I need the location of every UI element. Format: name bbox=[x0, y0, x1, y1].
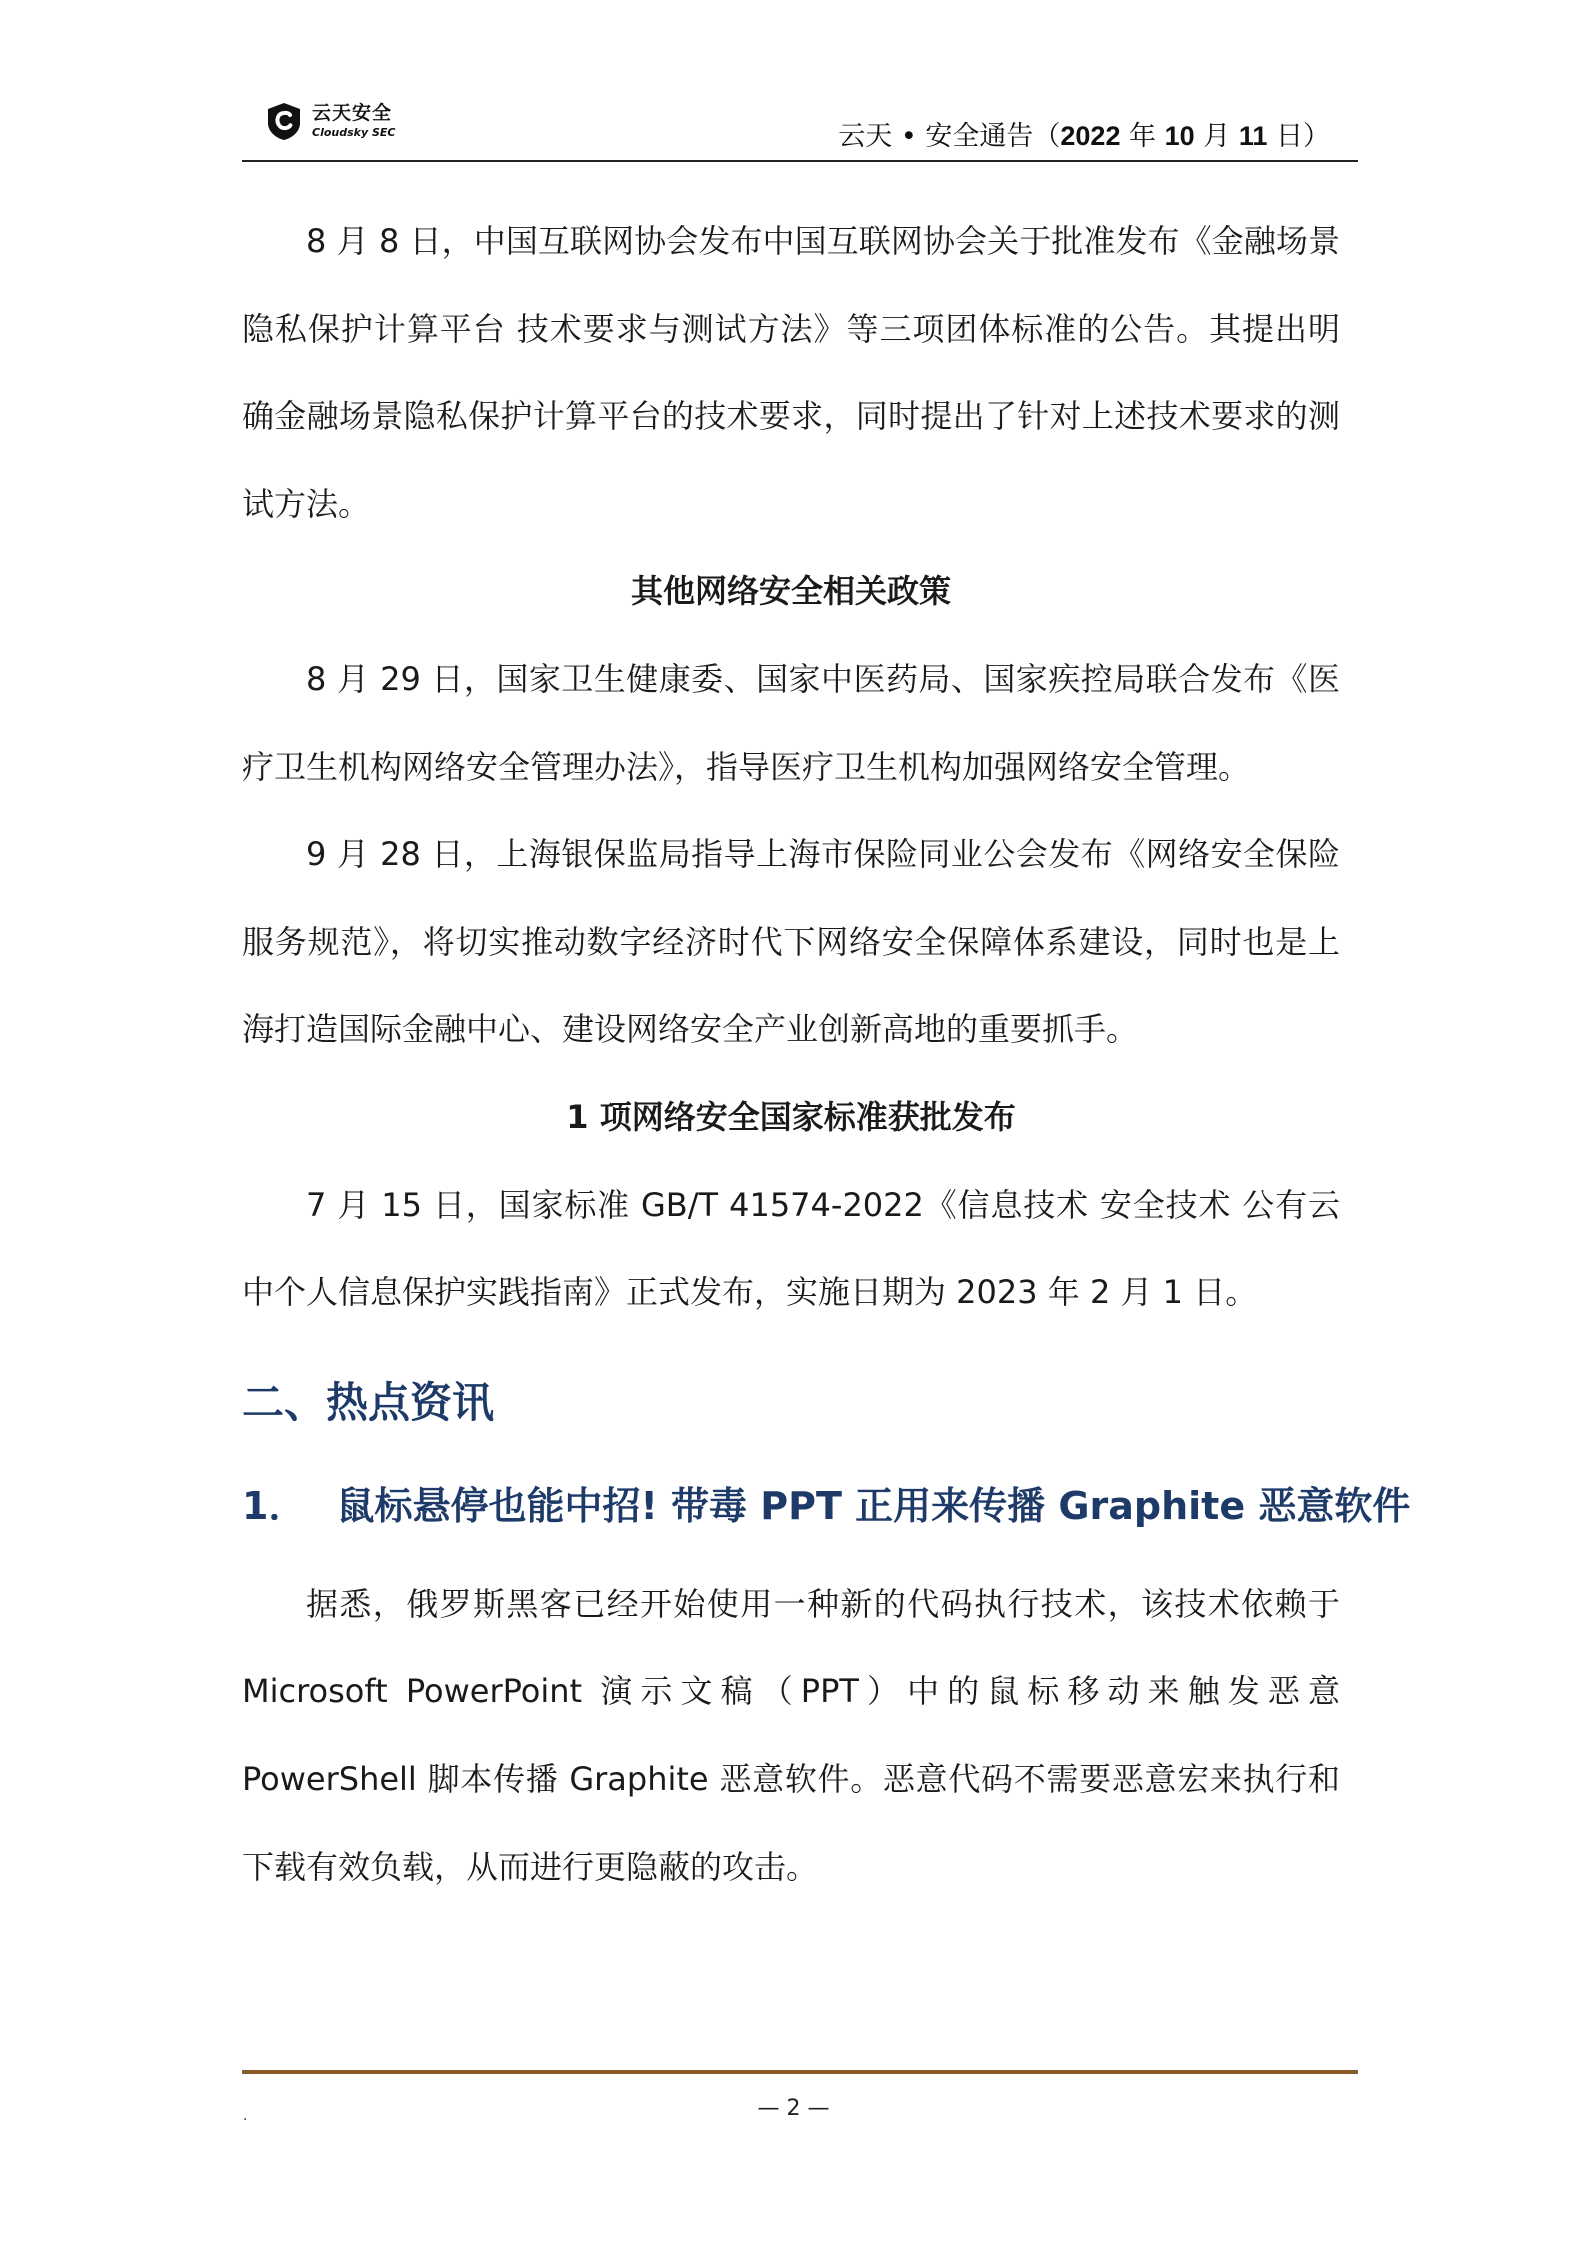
header-year: 2022 bbox=[1060, 121, 1121, 151]
paragraph-finance-standard: 8 月 8 日，中国互联网协会发布中国互联网协会关于批准发布《金融场景隐私保护计算平台 技术要求与测试方法》等三项团体标准的公告。其提出明确金融场景隐私保护计算平台的技术要求，同时提出了针对上述技术要求的测试方法。 bbox=[242, 222, 1340, 523]
logo-en-text: Cloudsky SEC bbox=[312, 126, 396, 139]
logo-cn-text: 云天安全 bbox=[312, 102, 393, 124]
page-content bbox=[242, 198, 1411, 1911]
paragraph-graphite-malware: 据悉，俄罗斯黑客已经开始使用一种新的代码执行技术，该技术依赖于 Microsoft PowerPoint 演示文稿（PPT）中的鼠标移动来触发恶意 PowerShell 脚本传播 Graphite 恶意软件。恶意代码不需要恶意宏来执行和下载有效负载，从而进行更隐蔽的攻击。 bbox=[242, 1584, 1340, 1886]
section-title-hot-news: 二、热点资讯 bbox=[242, 1377, 495, 1427]
news-item-title-text: 鼠标悬停也能中招! 带毒 PPT 正用来传播 Graphite 恶意软件 bbox=[336, 1483, 1411, 1528]
news-item-title bbox=[242, 1451, 1411, 1561]
page-number: — 2 — bbox=[757, 2096, 830, 2121]
footer-divider bbox=[242, 2070, 1358, 2074]
shield-logo-icon bbox=[264, 101, 304, 141]
page-header bbox=[242, 92, 1358, 162]
news-item-number: 1． bbox=[242, 1483, 307, 1528]
paragraph-insurance-spec: 9 月 28 日，上海银保监局指导上海市保险同业公会发布《网络安全保险服务规范》，将切实推动数字经济时代下网络安全保障体系建设，同时也是上海打造国际金融中心、建设网络安全产业创新高地的重要抓手。 bbox=[242, 835, 1340, 1049]
heading-other-policies: 其他网络安全相关政策 bbox=[630, 572, 951, 611]
logo bbox=[264, 96, 395, 146]
header-day: 11 bbox=[1238, 121, 1268, 151]
heading-national-standard: 1 项网络安全国家标准获批发布 bbox=[566, 1097, 1016, 1136]
paragraph-gbt-standard: 7 月 15 日，国家标准 GB/T 41574-2022《信息技术 安全技术 公有云中个人信息保护实践指南》正式发布，实施日期为 2023 年 2 月 1 日。 bbox=[242, 1185, 1340, 1312]
header-title: 云天 • 安全通告（2022 年 10 月 11 日） bbox=[838, 121, 1330, 152]
footer-dot: . bbox=[243, 2108, 248, 2124]
paragraph-medical-security: 8 月 29 日，国家卫生健康委、国家中医药局、国家疾控局联合发布《医疗卫生机构网络安全管理办法》，指导医疗卫生机构加强网络安全管理。 bbox=[242, 659, 1340, 786]
header-month: 10 bbox=[1164, 121, 1195, 151]
